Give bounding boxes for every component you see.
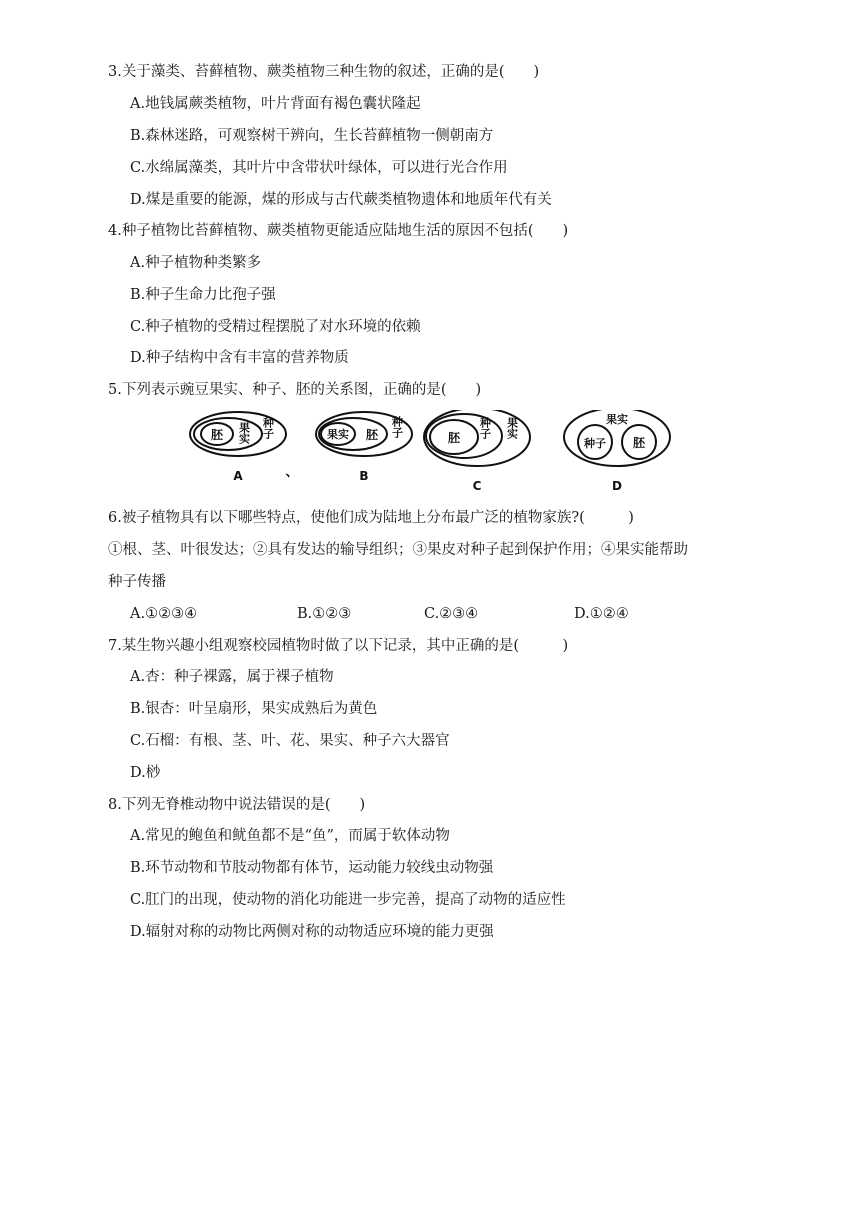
question-6-stem: 6.被子植物具有以下哪些特点，使他们成为陆地上分布最广泛的植物家族?( ) xyxy=(108,510,634,526)
question-8-option-c: C.肛门的出现，使动物的消化功能进一步完善，提高了动物的适应性 xyxy=(130,892,566,908)
diagram-c-letter: C xyxy=(472,479,482,493)
diagram-d-right-label: 胚 xyxy=(632,436,646,450)
question-7-option-c: C.石榴：有根、茎、叶、花、果实、种子六大器官 xyxy=(130,733,450,749)
diagram-a-inner-label: 胚 xyxy=(210,428,224,442)
question-6-option-b: B.①②③ xyxy=(297,606,352,622)
diagram-b-inner-label: 果实 xyxy=(327,428,349,441)
diagram-c-inner-label: 胚 xyxy=(447,431,461,445)
question-6-option-a: A.①②③④ xyxy=(130,606,198,622)
diagram-a-middle-ellipse xyxy=(194,418,262,450)
question-5-stem: 5.下列表示豌豆果实、种子、胚的关系图，正确的是( ) xyxy=(108,382,482,398)
diagram-d-letter: D xyxy=(612,479,622,493)
question-6-option-d: D.①②④ xyxy=(574,606,629,622)
question-6-options-row xyxy=(130,604,690,624)
question-7-option-b: B.银杏：叶呈扇形，果实成熟后为黄色 xyxy=(130,701,378,717)
question-4-option-a: A.种子植物种类繁多 xyxy=(130,255,262,271)
question-8-option-b: B.环节动物和节肢动物都有体节，运动能力较线虫动物强 xyxy=(130,860,494,876)
question-8-stem: 8.下列无脊椎动物中说法错误的是( ) xyxy=(108,797,366,813)
question-6-statements-line2: 种子传播 xyxy=(108,574,166,590)
diagram-d-left-label: 种子 xyxy=(584,437,606,450)
question-7-option-a: A.杏：种子裸露，属于裸子植物 xyxy=(130,669,334,685)
question-3-option-b: B.森林迷路，可观察树干辨向，生长苔藓植物一侧朝南方 xyxy=(130,128,494,144)
diagram-separator: 、 xyxy=(285,465,299,480)
question-5-diagram xyxy=(186,410,686,494)
question-4-option-b: B.种子生命力比孢子强 xyxy=(130,287,276,303)
question-4-option-c: C.种子植物的受精过程摆脱了对水环境的依赖 xyxy=(130,319,421,335)
diagram-c-outer-label: 果实 xyxy=(505,417,519,439)
question-4-option-d: D.种子结构中含有丰富的营养物质 xyxy=(130,350,349,366)
question-6-statements-line1: ①根、茎、叶很发达；②具有发达的输导组织；③果皮对种子起到保护作用；④果实能帮助 xyxy=(108,542,688,558)
question-3-option-a: A.地钱属蕨类植物，叶片背面有褐色囊状隆起 xyxy=(130,96,421,112)
question-7-stem: 7.某生物兴趣小组观察校园植物时做了以下记录，其中正确的是( ) xyxy=(108,638,569,654)
question-3-option-d: D.煤是重要的能源，煤的形成与古代蕨类植物遗体和地质年代有关 xyxy=(130,192,552,208)
question-6-option-c: C.②③④ xyxy=(424,606,479,622)
question-8-option-a: A.常见的鲍鱼和鱿鱼都不是“鱼”，而属于软体动物 xyxy=(130,828,450,844)
diagram-d-outer-label: 果实 xyxy=(606,413,628,426)
question-7-option-d: D.桫 xyxy=(130,765,161,781)
diagram-a-middle-label: 果实 xyxy=(237,422,251,444)
question-4-stem: 4.种子植物比苔藓植物、蕨类植物更能适应陆地生活的原因不包括( ) xyxy=(108,223,569,239)
question-3-stem: 3.关于藻类、苔藓植物、蕨类植物三种生物的叙述，正确的是( ) xyxy=(108,64,540,80)
diagram-b-letter: B xyxy=(359,469,369,483)
diagram-a-outer-label: 种子 xyxy=(261,417,275,439)
question-8-option-d: D.辐射对称的动物比两侧对称的动物适应环境的能力更强 xyxy=(130,924,494,940)
diagram-c-middle-label: 种子 xyxy=(478,417,492,439)
question-3-option-c: C.水绵属藻类，其叶片中含带状叶绿体，可以进行光合作用 xyxy=(130,160,508,176)
diagram-b-outer-label: 种子 xyxy=(390,416,404,438)
diagram-a-letter: A xyxy=(233,469,243,483)
diagram-b-middle-label: 胚 xyxy=(365,428,379,442)
